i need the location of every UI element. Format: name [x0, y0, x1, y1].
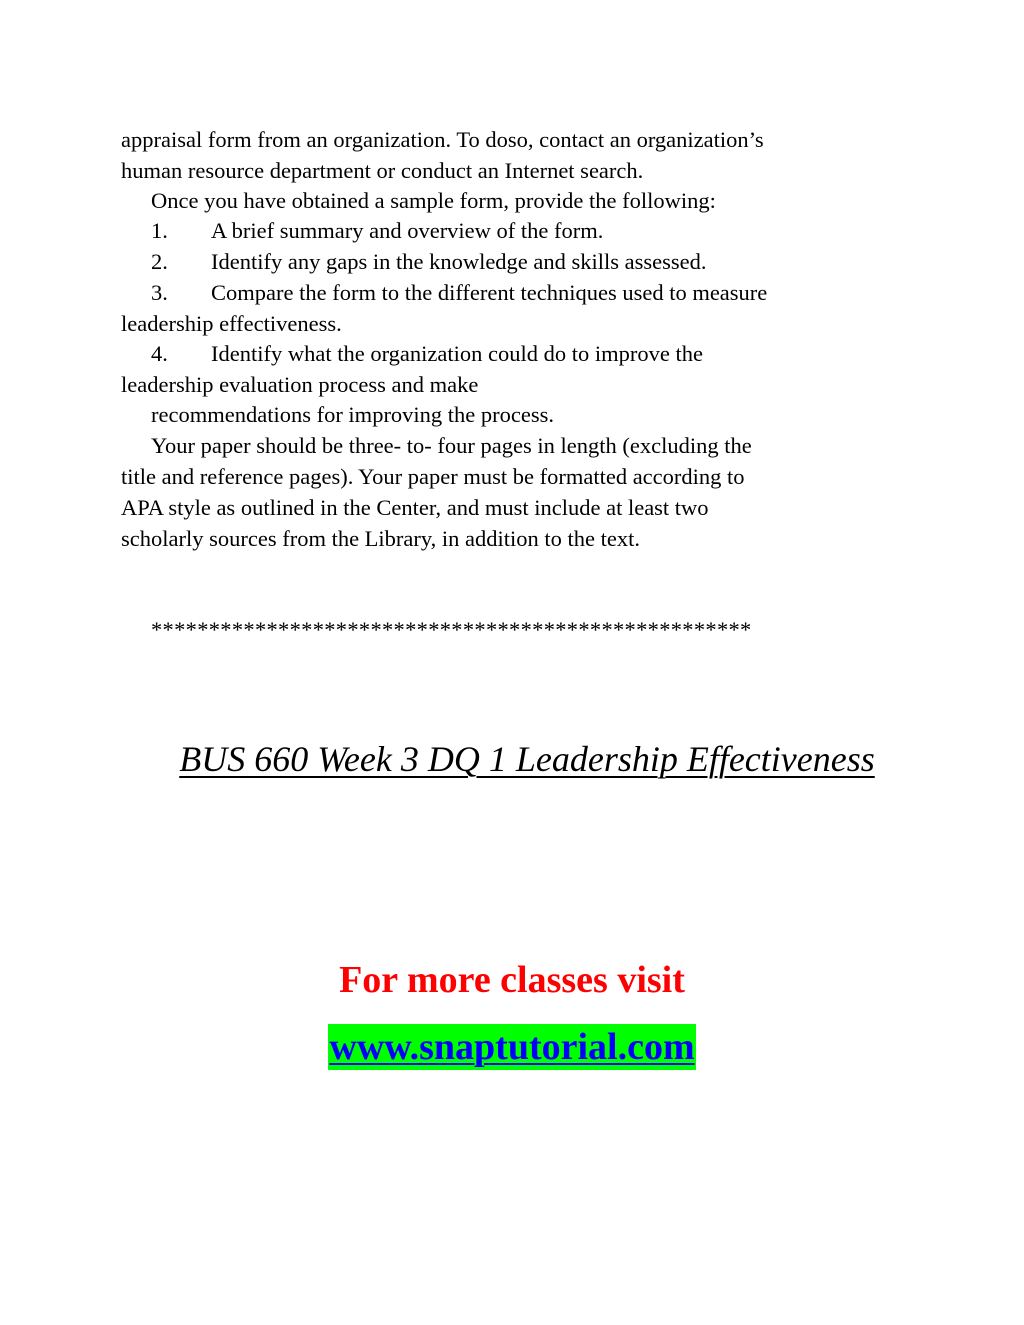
- paper-line-2: title and reference pages). Your paper must be formatted according to: [121, 464, 745, 489]
- list-text: Compare the form to the different techniques used to measure: [211, 280, 768, 305]
- list-item-4: [151, 338, 703, 369]
- list-item-4-continuation: leadership evaluation process and make: [121, 372, 479, 397]
- body-line-1: appraisal form from an organization. To doso, contact an organization’s: [121, 127, 764, 152]
- recommendations-line: recommendations for improving the process.: [151, 402, 555, 427]
- list-text: A brief summary and overview of the form.: [211, 218, 604, 243]
- list-number: 1.: [151, 218, 168, 243]
- list-item-2: [151, 246, 707, 277]
- list-number: 4.: [151, 341, 168, 366]
- paper-line-1: Your paper should be three- to- four pages in length (excluding the: [151, 433, 752, 458]
- paper-line-4: scholarly sources from the Library, in addition to the text.: [121, 526, 641, 551]
- section-title: BUS 660 Week 3 DQ 1 Leadership Effectiveness: [179, 739, 875, 779]
- list-text: Identify any gaps in the knowledge and skills assessed.: [211, 249, 707, 274]
- list-number: 3.: [151, 280, 168, 305]
- list-item-3: [151, 277, 767, 308]
- promo-link-container: [0, 1024, 1024, 1070]
- list-number: 2.: [151, 249, 168, 274]
- body-line-2: human resource department or conduct an Internet search.: [121, 158, 644, 183]
- paper-line-3: APA style as outlined in the Center, and must include at least two: [121, 495, 709, 520]
- list-item-1: [151, 215, 603, 246]
- body-line-3: Once you have obtained a sample form, provide the following:: [151, 188, 716, 213]
- list-text: Identify what the organization could do to improve the: [211, 341, 703, 366]
- separator: ****************************************************: [151, 617, 752, 642]
- site-link[interactable]: www.snaptutorial.com: [329, 1026, 695, 1068]
- list-item-3-continuation: leadership effectiveness.: [121, 311, 342, 336]
- promo-text: For more classes visit: [339, 959, 685, 1001]
